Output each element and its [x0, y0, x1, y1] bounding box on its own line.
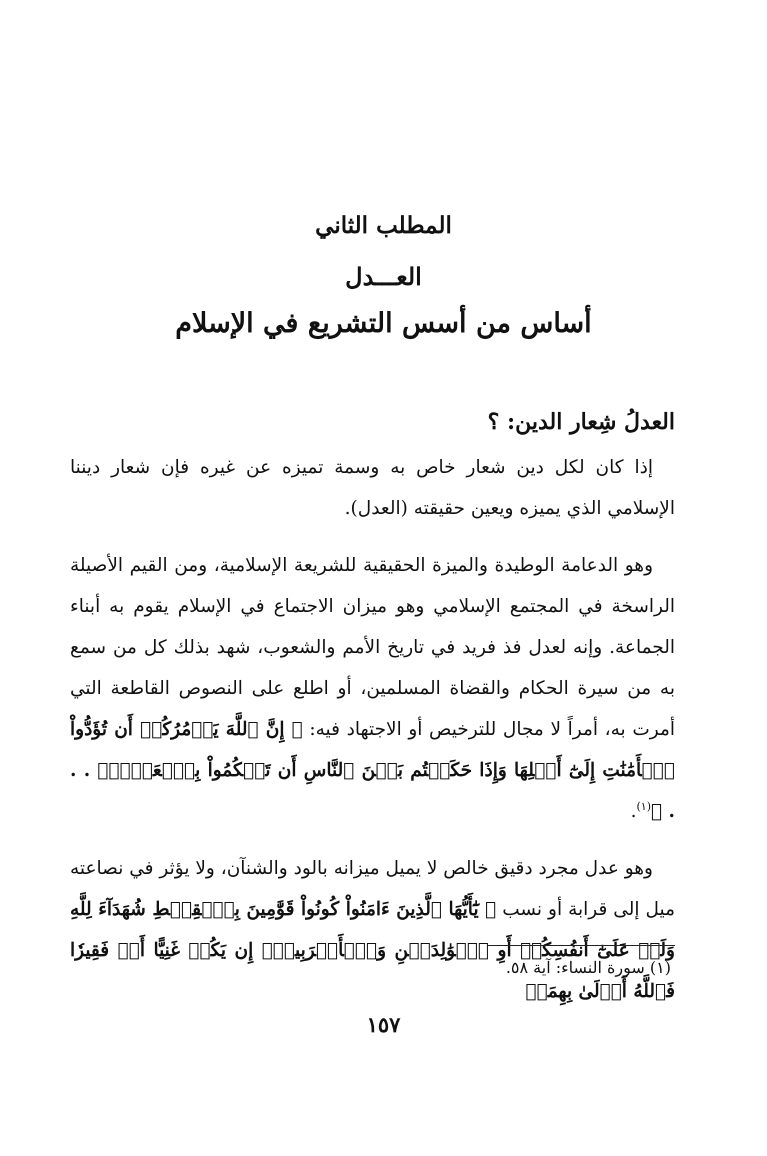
footnote-divider [487, 945, 675, 946]
section-name: العـــدل [345, 262, 422, 291]
section-subtitle: أساس من أسس التشريع في الإسلام [175, 308, 592, 339]
paragraph-1: إذا كان لكل دين شعار خاص به وسمة تميزه عن غيره فإن شعار ديننا الإسلامي الذي يميزه ويعين حقيقته (العدل). [70, 457, 675, 519]
page-number: ١٥٧ [366, 1012, 401, 1037]
quran-verse-2: ﴿ يَٰٓأَيُّهَا ٱلَّذِينَ ءَامَنُواْ كُونُواْ قَوَّٰمِينَ بِٱلۡقِسۡطِ شُهَدَآءَ لِلَّهِ وَلَوۡ عَلَىٰٓ أَنفُسِكُمۡ أَوِ ٱلۡوَٰلِدَيۡنِ وَٱلۡأَقۡرَبِينَۚ إِن يَكُنۡ غَنِيًّا أَوۡ فَقِيرٗا فَٱللَّهُ أَوۡلَىٰ بِهِمَاۖ [70, 899, 675, 1002]
footnote: (١) سورة النساء: آية ٥٨. [505, 958, 671, 977]
paragraph-2-text: وهو الدعامة الوطيدة والميزة الحقيقية للشريعة الإسلامية، ومن القيم الأصيلة الراسخة في المجتمع الإسلامي وهو ميزان الاجتماع في الإسلام يقوم به أبناء الجماعة. وإنه لعدل فذ فريد في تاريخ الأمم والشعوب، شهد بذلك كل من سمع به من سيرة الحكام والقضاة المسلمين، أو اطلع على النصوص القاطعة التي أمرت به، أمراً لا مجال للترخيص أو الاجتهاد فيه: [70, 555, 675, 740]
subheading: العدلُ شِعار الدين: ؟ [487, 409, 675, 435]
paragraph-2: وهو الدعامة الوطيدة والميزة الحقيقية للشريعة الإسلامية، ومن القيم الأصيلة الراسخة في المجتمع الإسلامي وهو ميزان الاجتماع في الإسلام يقوم به أبناء الجماعة. وإنه لعدل فذ فريد في تاريخ الأمم والشعوب، شهد بذلك كل من سمع به من سيرة الحكام والقضاة المسلمين، أو اطلع على النصوص القاطعة التي أمرت به، أمراً لا مجال للترخيص أو الاجتهاد فيه: ﴿ إِنَّ ٱللَّهَ يَأۡمُرُكُمۡ أَن تُؤَدُّواْ ٱلۡأَمَٰنَٰتِ إِلَىٰٓ أَهۡلِهَا وَإِذَا حَكَمۡتُم بَيۡنَ ٱلنَّاسِ أَن تَحۡكُمُواْ بِٱلۡعَدۡلِۚ . . . ﴾$^{(١)}$. [70, 555, 675, 822]
footnote-ref: (١) [636, 799, 652, 813]
paragraph-3-text: وهو عدل مجرد دقيق خالص لا يميل ميزانه بالود والشنآن، ولا يؤثر في نصاعته ميل إلى قرابة أو نسب [70, 858, 675, 920]
body-text [70, 402, 675, 1028]
section-label: المطلب الثاني [315, 212, 452, 239]
paragraph-3 [70, 848, 675, 1012]
quran-verse-1: ﴿ إِنَّ ٱللَّهَ يَأۡمُرُكُمۡ أَن تُؤَدُّواْ ٱلۡأَمَٰنَٰتِ إِلَىٰٓ أَهۡلِهَا وَإِذَا حَكَمۡتُم بَيۡنَ ٱلنَّاسِ أَن تَحۡكُمُواْ بِٱلۡعَدۡلِۚ . . . ﴾ [70, 719, 675, 822]
